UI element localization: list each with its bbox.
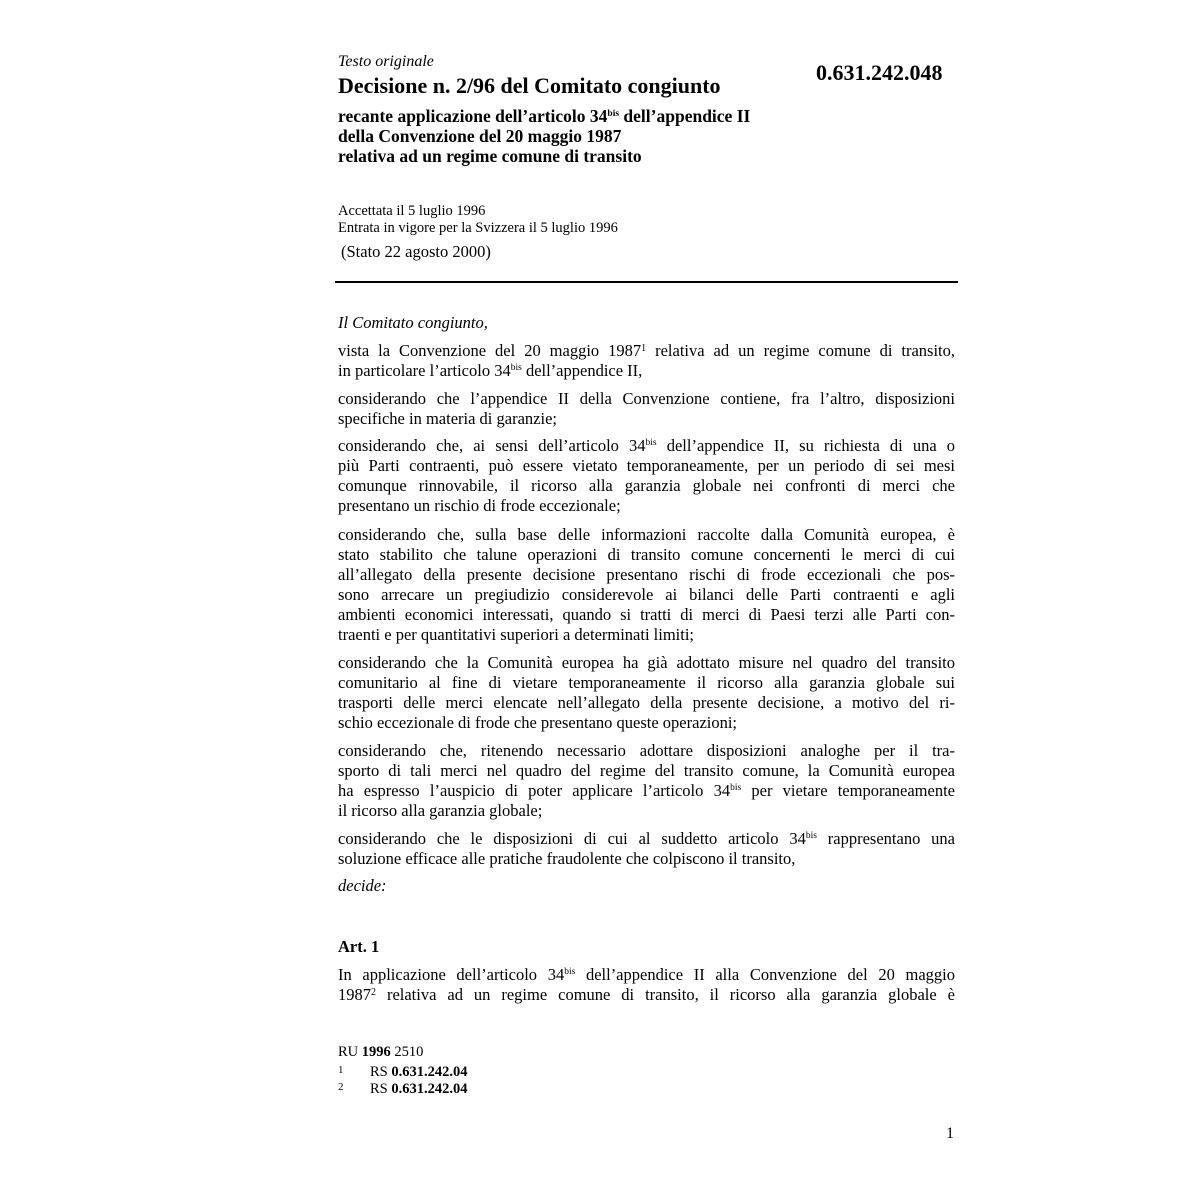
status-date: (Stato 22 agosto 2000) xyxy=(341,242,491,261)
preamble-paragraph-4: considerando che, sulla base delle informazioni raccolte dalla Comunità europea, è stato stabilito che talune operazioni di transito comune concernenti le merci di cui all’allegato della presente decisione presentano rischi di frode eccezionali che pos- sono arrecare un pregiudizio considerevole ai bilanci delle Parti contraenti e agli ambienti economici interessati, quando si tratti di merci di Paesi terzi alle Parti con- traenti e per quantitativi superiori a determinati limiti; xyxy=(338,525,955,644)
page-number: 1 xyxy=(946,1125,954,1142)
preamble-intro: Il Comitato congiunto, xyxy=(338,313,488,332)
footnote-1-link[interactable]: 0.631.242.04 xyxy=(391,1064,468,1080)
subtitle-line-3: relativa ad un regime comune di transito xyxy=(338,146,642,166)
original-text-label: Testo originale xyxy=(338,53,434,70)
accepted-date: Accettata il 5 luglio 1996 xyxy=(338,203,486,219)
preamble-paragraph-3: considerando che, ai sensi dell’articolo $34^{bis}$ dell’appendice II, su richiesta di una o più Parti contraenti, può essere vietato temporaneamente, per un periodo di sei mesi comunque rinnovabile, il ricorso alla garanzia globale nei confronti di merci che presentano un rischio di frode eccezionale; xyxy=(338,436,956,515)
footnote-ref-2[interactable]: 2 xyxy=(371,987,376,998)
preamble-paragraph-1: vista la Convenzione del 20 maggio 1987$^1$ relativa ad un regime comune di transito, in particolare l’articolo $34^{bis}$ dell’appendice II, xyxy=(338,341,955,380)
decide-label: decide: xyxy=(338,876,387,895)
footnote-2-link[interactable]: 0.631.242.04 xyxy=(391,1081,468,1097)
article-1-text: In applicazione dell’articolo $34^{bis}$ dell’appendice II alla Convenzione del 20 maggio 1987$^2$ relativa ad un regime comune di transito, il ricorso alla garanzia globale è xyxy=(338,965,955,1004)
document-title: Decisione n. 2/96 del Comitato congiunto xyxy=(338,73,721,98)
header-divider xyxy=(335,281,958,283)
preamble-paragraph-6: considerando che, ritenendo necessario adottare disposizioni analoghe per il tra- sporto di tali merci nel quadro del regime del transito comune, la Comunità europea ha espresso l’auspicio di poter applicare l’articolo $34^{bis}$ per vietare temporaneamente il ricorso alla garanzia globale; xyxy=(338,741,955,820)
entry-into-force: Entrata in vigore per la Svizzera il 5 luglio 1996 xyxy=(338,220,618,236)
article-1-heading: Art. 1 xyxy=(338,937,380,956)
preamble-paragraph-7: considerando che le disposizioni di cui al suddetto articolo $34^{bis}$ rappresentano una soluzione efficace alle pratiche fraudolente che colpiscono il transito, xyxy=(338,829,955,868)
subtitle-line-1: recante applicazione dell’articolo $34^{bis}$ dell’appendice II xyxy=(338,106,751,126)
footnote-1: 1 RS 0.631.242.04 xyxy=(338,1064,468,1080)
preamble-paragraph-5: considerando che la Comunità europea ha già adottato misure nel quadro del transito comunitario al fine di vietare temporaneamente il ricorso alla garanzia globale sui trasporti delle merci elencate nell’allegato della presente decisione, a motivo del ri- schio eccezionale di frode che presentano queste operazioni; xyxy=(338,653,955,732)
subtitle-line-2: della Convenzione del 20 maggio 1987 xyxy=(338,126,622,146)
document-subtitle xyxy=(338,106,750,166)
document-meta xyxy=(338,203,618,237)
preamble-paragraph-2: considerando che l’appendice II della Convenzione contiene, fra l’altro, disposizioni specifiche in materia di garanzie; xyxy=(338,389,955,428)
ru-reference: RU 1996 2510 xyxy=(338,1044,424,1060)
sr-number: 0.631.242.048 xyxy=(816,60,943,85)
footnote-2: 2 RS 0.631.242.04 xyxy=(338,1081,468,1097)
footnote-ref-1[interactable]: 1 xyxy=(641,343,647,354)
